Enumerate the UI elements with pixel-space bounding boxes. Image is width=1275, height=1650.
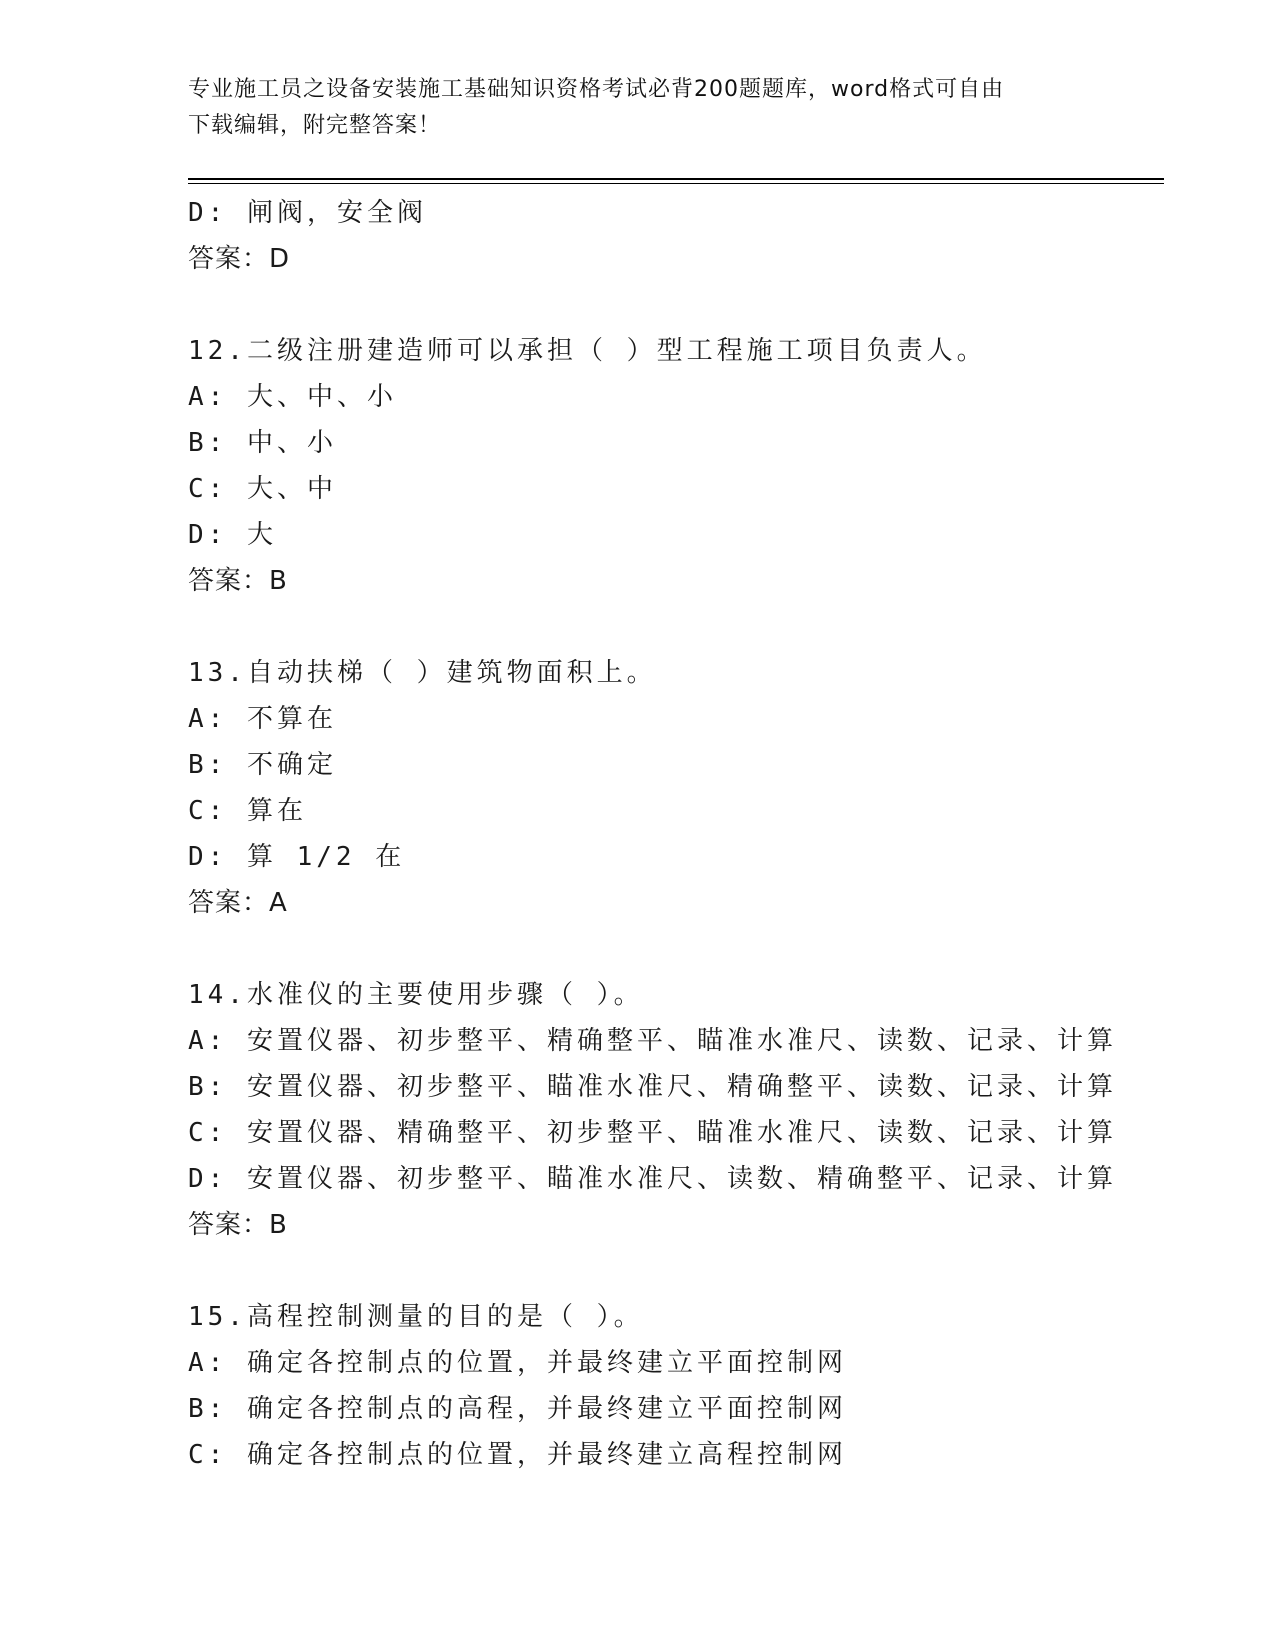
- option-c: C: 确定各控制点的位置，并最终建立高程控制网: [188, 1440, 847, 1470]
- question-text: 15.高程控制测量的目的是（ ）。: [188, 1302, 644, 1332]
- header-divider-thin: [188, 183, 1164, 184]
- answer-line: 答案：B: [188, 1210, 288, 1240]
- option-a: A: 安置仪器、初步整平、精确整平、瞄准水准尺、读数、记录、计算: [188, 1026, 1117, 1056]
- option-c: C: 算在: [188, 796, 307, 826]
- option-d: D: 算 1/2 在: [188, 842, 406, 872]
- question-list: [188, 190, 1168, 1478]
- question-block-12: [188, 328, 1168, 604]
- option-b: B: 中、小: [188, 428, 337, 458]
- header-title-line-2: 下载编辑，附完整答案！: [188, 113, 442, 138]
- question-text: 14.水准仪的主要使用步骤（ ）。: [188, 980, 644, 1010]
- option-a: A: 大、中、小: [188, 382, 397, 412]
- question-text: 13.自动扶梯（ ）建筑物面积上。: [188, 658, 657, 688]
- spacer: [188, 1248, 1168, 1294]
- option-a: A: 确定各控制点的位置，并最终建立平面控制网: [188, 1348, 847, 1378]
- option-c: C: 大、中: [188, 474, 337, 504]
- option-d: D: 安置仪器、初步整平、瞄准水准尺、读数、精确整平、记录、计算: [188, 1164, 1117, 1194]
- question-block-14: [188, 972, 1168, 1248]
- option-c: C: 安置仪器、精确整平、初步整平、瞄准水准尺、读数、记录、计算: [188, 1118, 1117, 1148]
- spacer: [188, 926, 1168, 972]
- question-block-11: [188, 190, 1168, 282]
- spacer: [188, 282, 1168, 328]
- answer-line: 答案：B: [188, 566, 288, 596]
- option-b: B: 确定各控制点的高程，并最终建立平面控制网: [188, 1394, 847, 1424]
- option-a: A: 不算在: [188, 704, 337, 734]
- spacer: [188, 604, 1168, 650]
- header-divider-thick: [188, 178, 1164, 180]
- option-d: D: 闸阀，安全阀: [188, 198, 427, 228]
- answer-line: 答案：A: [188, 888, 288, 918]
- header-title-line-1: 专业施工员之设备安装施工基础知识资格考试必背200题题库，word格式可自由: [188, 77, 1005, 102]
- option-d: D: 大: [188, 520, 277, 550]
- question-block-13: [188, 650, 1168, 926]
- option-b: B: 安置仪器、初步整平、瞄准水准尺、精确整平、读数、记录、计算: [188, 1072, 1117, 1102]
- question-text: 12.二级注册建造师可以承担（ ）型工程施工项目负责人。: [188, 336, 987, 366]
- question-block-15: [188, 1294, 1168, 1478]
- document-header: [188, 72, 1068, 144]
- answer-line: 答案：D: [188, 244, 291, 274]
- option-b: B: 不确定: [188, 750, 337, 780]
